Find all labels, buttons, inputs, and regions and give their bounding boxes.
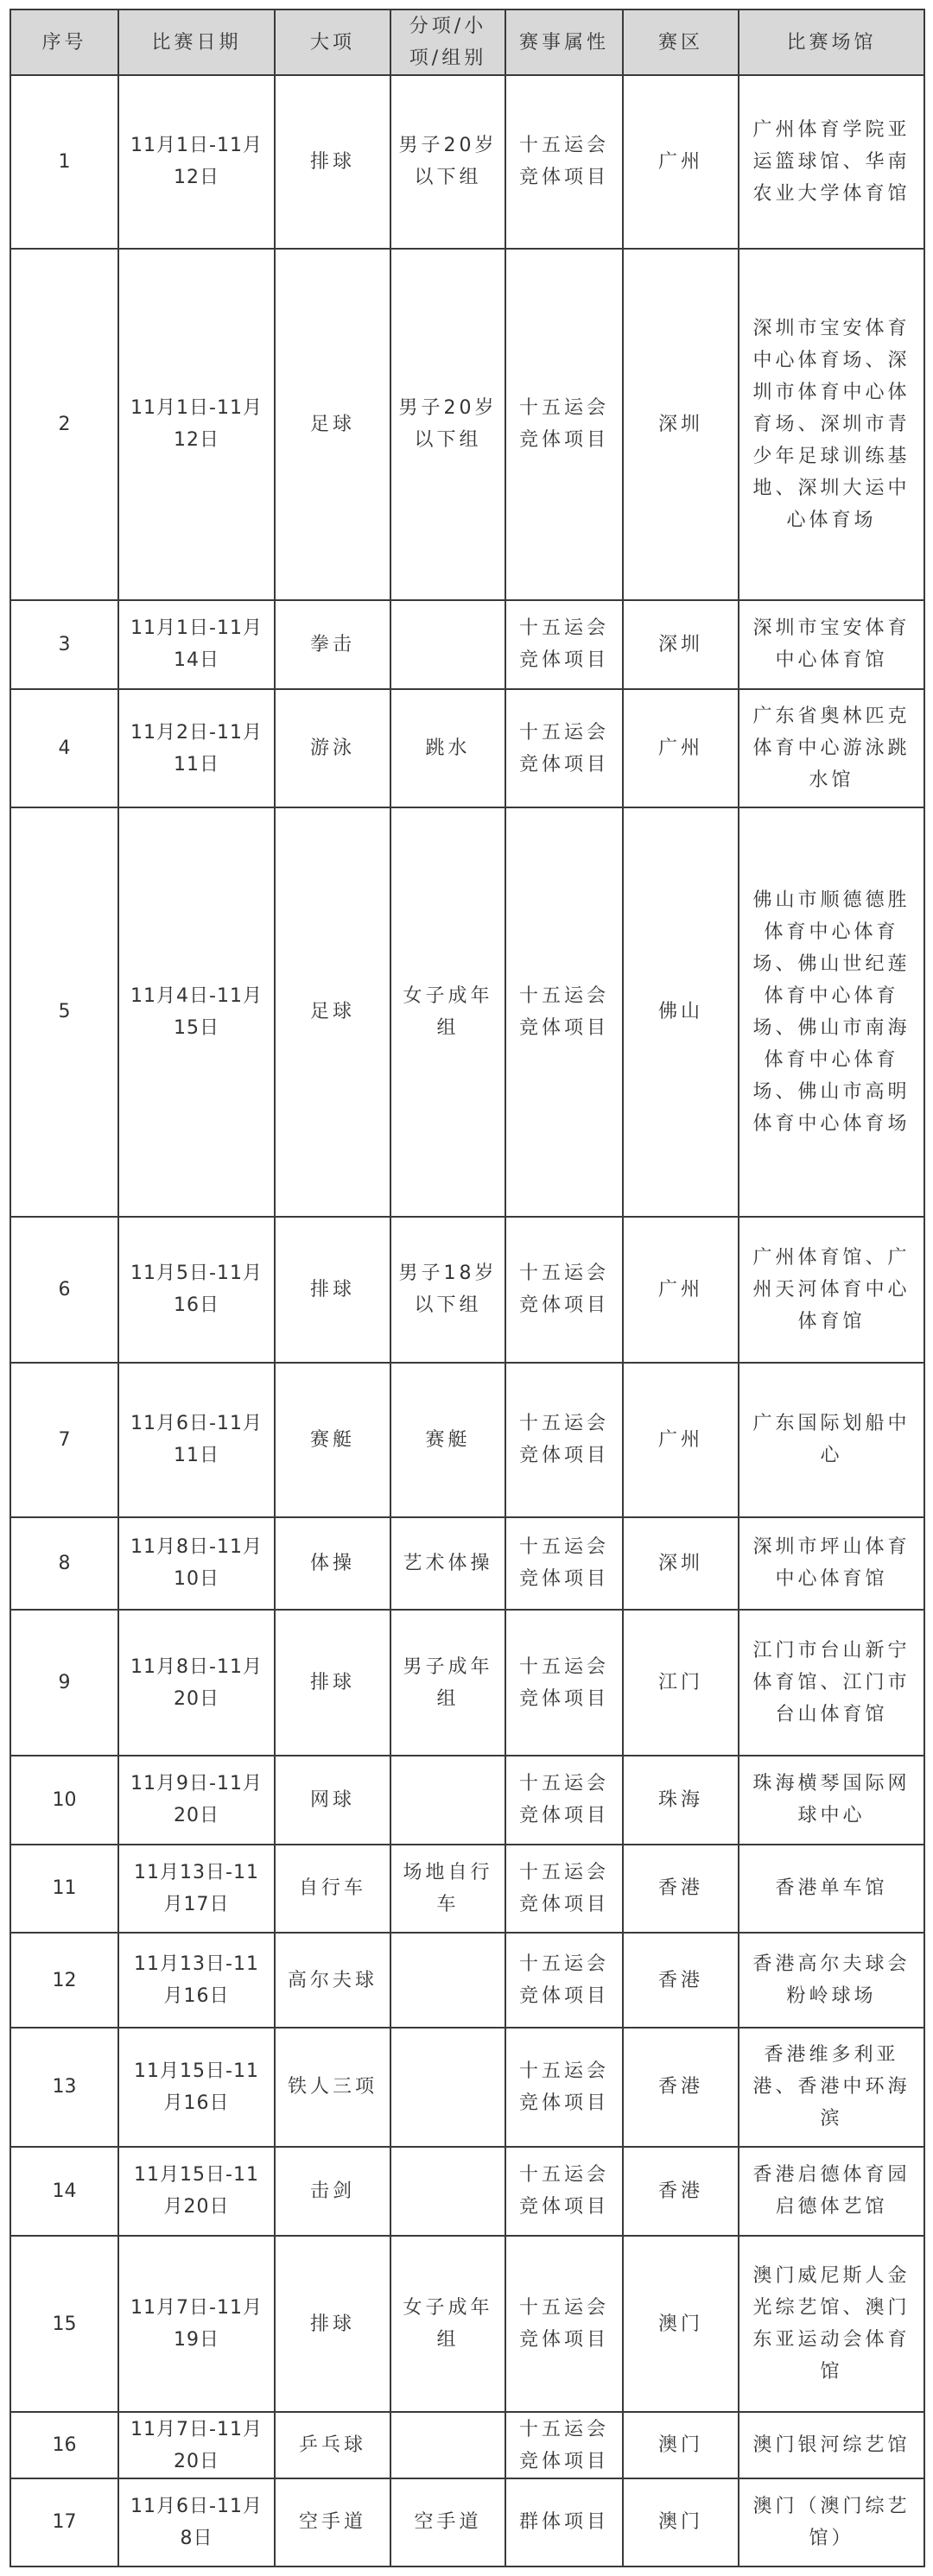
cell-zone: 广州	[623, 1363, 739, 1516]
cell-venue: 广州体育馆、广州天河体育中心体育馆	[739, 1217, 924, 1363]
cell-sub: 赛艇	[390, 1363, 505, 1516]
cell-date: 11月13日-11月16日	[118, 1933, 275, 2028]
cell-venue: 香港高尔夫球会粉岭球场	[739, 1933, 924, 2028]
cell-sport: 网球	[275, 1756, 390, 1844]
cell-attr: 十五运会竞体项目	[505, 1517, 623, 1610]
cell-attr: 十五运会竞体项目	[505, 600, 623, 689]
header-idx: 序号	[10, 9, 118, 75]
table-row	[10, 1756, 924, 1844]
cell-venue: 深圳市宝安体育中心体育场、深圳市体育中心体育场、深圳市青少年足球训练基地、深圳大运中心体育场	[739, 249, 924, 600]
cell-zone: 广州	[623, 1217, 739, 1363]
cell-sport: 排球	[275, 75, 390, 249]
cell-sport: 体操	[275, 1517, 390, 1610]
cell-sport: 排球	[275, 2236, 390, 2413]
cell-venue: 香港启德体育园启德体艺馆	[739, 2147, 924, 2236]
table-row	[10, 1845, 924, 1933]
cell-idx: 10	[10, 1756, 118, 1844]
cell-date: 11月13日-11月17日	[118, 1845, 275, 1933]
cell-zone: 香港	[623, 1933, 739, 2028]
cell-venue: 江门市台山新宁体育馆、江门市台山体育馆	[739, 1610, 924, 1756]
header-row	[10, 9, 924, 75]
cell-idx: 3	[10, 600, 118, 689]
cell-idx: 2	[10, 249, 118, 600]
cell-date: 11月4日-11月15日	[118, 807, 275, 1216]
cell-sub: 男子20岁以下组	[390, 75, 505, 249]
header-date: 比赛日期	[118, 9, 275, 75]
header-sub: 分项/小项/组别	[390, 9, 505, 75]
header-sport: 大项	[275, 9, 390, 75]
cell-date: 11月6日-11月8日	[118, 2478, 275, 2567]
header-attr: 赛事属性	[505, 9, 623, 75]
cell-venue: 深圳市坪山体育中心体育馆	[739, 1517, 924, 1610]
cell-sport: 乒乓球	[275, 2412, 390, 2478]
cell-zone: 香港	[623, 2147, 739, 2236]
cell-sub	[390, 1756, 505, 1844]
cell-sub	[390, 2147, 505, 2236]
cell-sport: 足球	[275, 249, 390, 600]
cell-idx: 16	[10, 2412, 118, 2478]
cell-zone: 江门	[623, 1610, 739, 1756]
cell-zone: 澳门	[623, 2478, 739, 2567]
cell-sport: 击剑	[275, 2147, 390, 2236]
cell-sport: 拳击	[275, 600, 390, 689]
cell-sport: 赛艇	[275, 1363, 390, 1516]
table-row	[10, 1517, 924, 1610]
cell-idx: 14	[10, 2147, 118, 2236]
cell-attr: 十五运会竞体项目	[505, 1845, 623, 1933]
cell-zone: 香港	[623, 1845, 739, 1933]
cell-sport: 排球	[275, 1217, 390, 1363]
cell-sub: 场地自行车	[390, 1845, 505, 1933]
cell-idx: 6	[10, 1217, 118, 1363]
cell-sub: 男子成年组	[390, 1610, 505, 1756]
cell-idx: 11	[10, 1845, 118, 1933]
cell-sport: 高尔夫球	[275, 1933, 390, 2028]
cell-sub: 男子18岁以下组	[390, 1217, 505, 1363]
table-row	[10, 689, 924, 807]
cell-date: 11月5日-11月16日	[118, 1217, 275, 1363]
cell-sub: 空手道	[390, 2478, 505, 2567]
cell-attr: 十五运会竞体项目	[505, 2236, 623, 2413]
cell-venue: 澳门银河综艺馆	[739, 2412, 924, 2478]
cell-venue: 香港维多利亚港、香港中环海滨	[739, 2028, 924, 2146]
cell-venue: 佛山市顺德德胜体育中心体育场、佛山世纪莲体育中心体育场、佛山市南海体育中心体育场、佛山市高明体育中心体育场	[739, 807, 924, 1216]
cell-venue: 澳门威尼斯人金光综艺馆、澳门东亚运动会体育馆	[739, 2236, 924, 2413]
cell-zone: 深圳	[623, 1517, 739, 1610]
cell-idx: 5	[10, 807, 118, 1216]
table-row	[10, 2478, 924, 2567]
cell-idx: 4	[10, 689, 118, 807]
cell-zone: 深圳	[623, 249, 739, 600]
cell-sub: 跳水	[390, 689, 505, 807]
cell-idx: 17	[10, 2478, 118, 2567]
cell-sub: 男子20岁以下组	[390, 249, 505, 600]
table-row	[10, 1217, 924, 1363]
cell-venue: 广东国际划船中心	[739, 1363, 924, 1516]
cell-date: 11月1日-11月12日	[118, 249, 275, 600]
cell-attr: 十五运会竞体项目	[505, 807, 623, 1216]
cell-zone: 香港	[623, 2028, 739, 2146]
cell-sub	[390, 600, 505, 689]
cell-date: 11月8日-11月20日	[118, 1610, 275, 1756]
cell-attr: 十五运会竞体项目	[505, 2028, 623, 2146]
table-row	[10, 2147, 924, 2236]
cell-idx: 1	[10, 75, 118, 249]
cell-zone: 佛山	[623, 807, 739, 1216]
cell-zone: 广州	[623, 689, 739, 807]
cell-attr: 十五运会竞体项目	[505, 2412, 623, 2478]
header-venue: 比赛场馆	[739, 9, 924, 75]
cell-venue: 澳门（澳门综艺馆）	[739, 2478, 924, 2567]
cell-sub: 女子成年组	[390, 807, 505, 1216]
table-row	[10, 600, 924, 689]
cell-idx: 13	[10, 2028, 118, 2146]
header-zone: 赛区	[623, 9, 739, 75]
cell-venue: 广东省奥林匹克体育中心游泳跳水馆	[739, 689, 924, 807]
cell-sub	[390, 2412, 505, 2478]
cell-sub	[390, 1933, 505, 2028]
cell-date: 11月7日-11月19日	[118, 2236, 275, 2413]
cell-zone: 澳门	[623, 2412, 739, 2478]
cell-venue: 香港单车馆	[739, 1845, 924, 1933]
table-row	[10, 75, 924, 249]
schedule-table	[10, 9, 925, 2567]
cell-sport: 游泳	[275, 689, 390, 807]
cell-attr: 十五运会竞体项目	[505, 1933, 623, 2028]
cell-attr: 十五运会竞体项目	[505, 689, 623, 807]
cell-date: 11月15日-11月20日	[118, 2147, 275, 2236]
cell-idx: 15	[10, 2236, 118, 2413]
cell-sub: 艺术体操	[390, 1517, 505, 1610]
cell-date: 11月9日-11月20日	[118, 1756, 275, 1844]
table-row	[10, 1933, 924, 2028]
cell-date: 11月1日-11月14日	[118, 600, 275, 689]
cell-date: 11月6日-11月11日	[118, 1363, 275, 1516]
cell-sport: 铁人三项	[275, 2028, 390, 2146]
table-row	[10, 249, 924, 600]
cell-attr: 十五运会竞体项目	[505, 1610, 623, 1756]
table-row	[10, 807, 924, 1216]
cell-sport: 自行车	[275, 1845, 390, 1933]
cell-zone: 深圳	[623, 600, 739, 689]
cell-attr: 十五运会竞体项目	[505, 1363, 623, 1516]
cell-sub: 女子成年组	[390, 2236, 505, 2413]
cell-sub	[390, 2028, 505, 2146]
cell-venue: 广州体育学院亚运篮球馆、华南农业大学体育馆	[739, 75, 924, 249]
cell-date: 11月7日-11月20日	[118, 2412, 275, 2478]
cell-attr: 十五运会竞体项目	[505, 249, 623, 600]
cell-venue: 深圳市宝安体育中心体育馆	[739, 600, 924, 689]
cell-attr: 十五运会竞体项目	[505, 1756, 623, 1844]
cell-attr: 十五运会竞体项目	[505, 2147, 623, 2236]
cell-idx: 7	[10, 1363, 118, 1516]
cell-zone: 广州	[623, 75, 739, 249]
cell-zone: 珠海	[623, 1756, 739, 1844]
table-row	[10, 1610, 924, 1756]
cell-date: 11月8日-11月10日	[118, 1517, 275, 1610]
cell-idx: 8	[10, 1517, 118, 1610]
table-row	[10, 2412, 924, 2478]
cell-date: 11月2日-11月11日	[118, 689, 275, 807]
cell-venue: 珠海横琴国际网球中心	[739, 1756, 924, 1844]
cell-date: 11月1日-11月12日	[118, 75, 275, 249]
cell-date: 11月15日-11月16日	[118, 2028, 275, 2146]
cell-idx: 12	[10, 1933, 118, 2028]
cell-attr: 十五运会竞体项目	[505, 75, 623, 249]
table-row	[10, 2236, 924, 2413]
cell-attr: 群体项目	[505, 2478, 623, 2567]
cell-sport: 足球	[275, 807, 390, 1216]
table-row	[10, 1363, 924, 1516]
cell-idx: 9	[10, 1610, 118, 1756]
table-row	[10, 2028, 924, 2146]
cell-sport: 空手道	[275, 2478, 390, 2567]
cell-zone: 澳门	[623, 2236, 739, 2413]
cell-sport: 排球	[275, 1610, 390, 1756]
cell-attr: 十五运会竞体项目	[505, 1217, 623, 1363]
